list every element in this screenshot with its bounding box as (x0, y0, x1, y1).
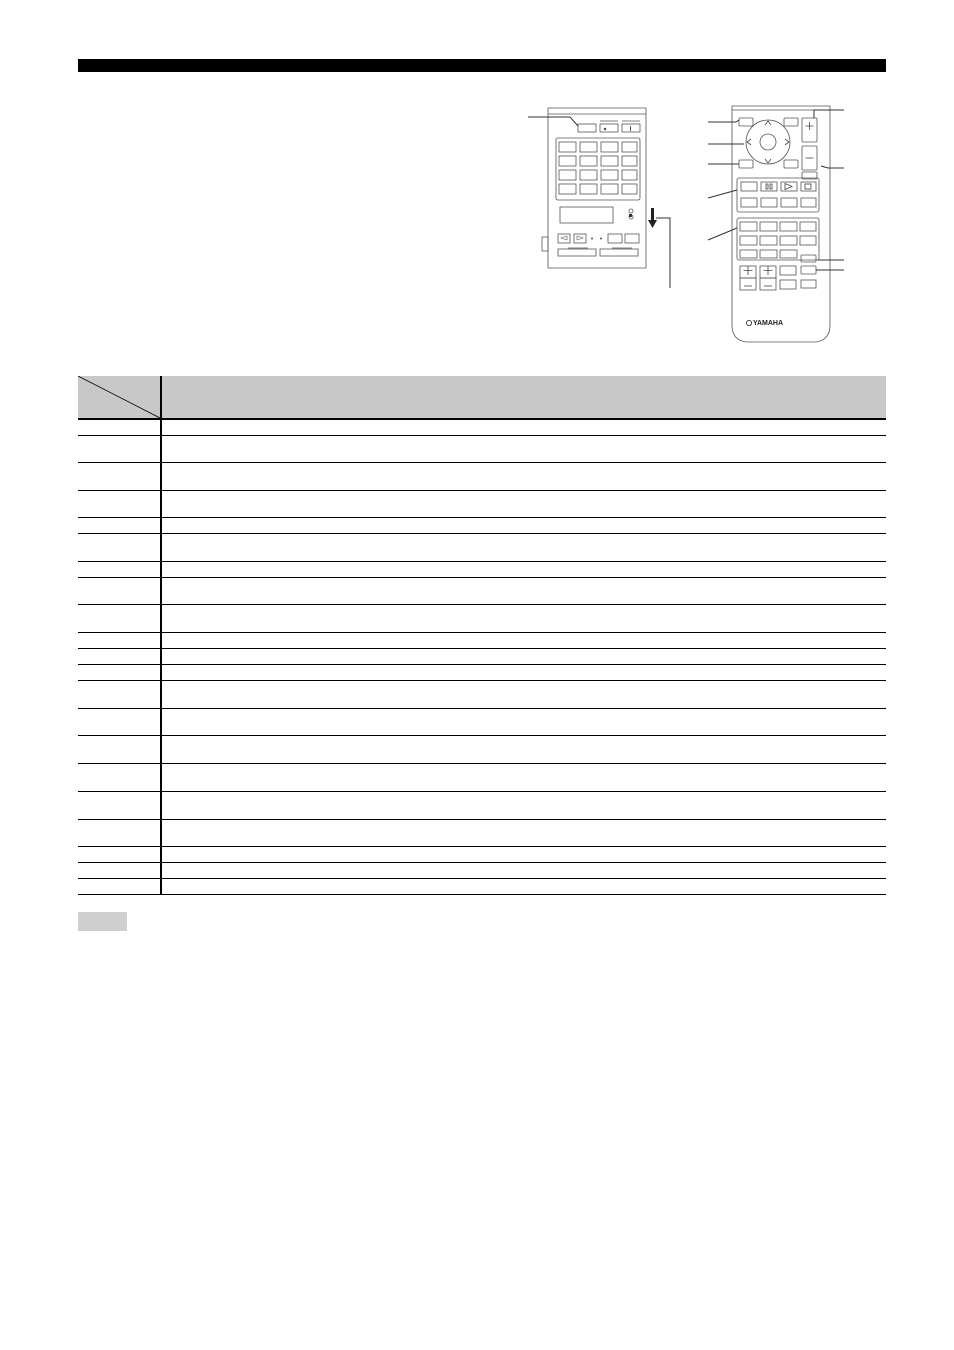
row-key-cell (78, 517, 161, 533)
table-header-row (78, 376, 886, 419)
table-row (78, 819, 886, 846)
row-key-cell (78, 604, 161, 632)
row-key-cell (78, 462, 161, 490)
table-row (78, 435, 886, 462)
row-desc-cell (161, 490, 886, 517)
row-desc-cell (161, 735, 886, 763)
row-key-cell (78, 561, 161, 577)
table-row (78, 878, 886, 894)
remote-left-illustration (528, 100, 678, 295)
table-row (78, 664, 886, 680)
table-row (78, 763, 886, 791)
row-desc-cell (161, 419, 886, 435)
row-desc-cell (161, 819, 886, 846)
table-row (78, 791, 886, 819)
note-label-box (78, 912, 127, 931)
row-key-cell (78, 862, 161, 878)
row-desc-cell (161, 435, 886, 462)
table-row (78, 846, 886, 862)
row-desc-cell (161, 648, 886, 664)
row-desc-cell (161, 462, 886, 490)
remote-function-table (78, 376, 886, 895)
table-row (78, 862, 886, 878)
yamaha-logo-text: YAMAHA (752, 320, 784, 327)
row-key-cell (78, 846, 161, 862)
row-key-cell (78, 735, 161, 763)
header-diagonal-line (78, 376, 160, 418)
row-key-cell (78, 533, 161, 561)
row-desc-cell (161, 878, 886, 894)
row-desc-cell (161, 632, 886, 648)
row-desc-cell (161, 604, 886, 632)
row-key-cell (78, 490, 161, 517)
row-desc-cell (161, 708, 886, 735)
row-desc-cell (161, 664, 886, 680)
table-row (78, 680, 886, 708)
remote-right-illustration (706, 100, 856, 350)
row-desc-cell (161, 533, 886, 561)
table-header-key-cell (78, 376, 161, 419)
row-key-cell (78, 648, 161, 664)
table-row (78, 517, 886, 533)
table-row (78, 632, 886, 648)
row-desc-cell (161, 791, 886, 819)
row-key-cell (78, 819, 161, 846)
table-row (78, 533, 886, 561)
row-key-cell (78, 763, 161, 791)
table-row (78, 708, 886, 735)
table-row (78, 561, 886, 577)
row-key-cell (78, 632, 161, 648)
row-key-cell (78, 708, 161, 735)
row-desc-cell (161, 763, 886, 791)
row-key-cell (78, 680, 161, 708)
row-desc-cell (161, 517, 886, 533)
row-desc-cell (161, 680, 886, 708)
remote-left-drawing (528, 100, 678, 295)
table-row (78, 419, 886, 435)
section-header-bar (78, 59, 886, 72)
table-row (78, 648, 886, 664)
row-desc-cell (161, 862, 886, 878)
row-key-cell (78, 419, 161, 435)
row-key-cell (78, 435, 161, 462)
row-key-cell (78, 791, 161, 819)
row-key-cell (78, 577, 161, 604)
table-row (78, 577, 886, 604)
row-key-cell (78, 664, 161, 680)
table-row (78, 490, 886, 517)
table-row (78, 735, 886, 763)
row-key-cell (78, 878, 161, 894)
row-desc-cell (161, 577, 886, 604)
table-row (78, 604, 886, 632)
table-header-desc-cell (161, 376, 886, 419)
remote-right-drawing (706, 100, 856, 350)
row-desc-cell (161, 561, 886, 577)
row-desc-cell (161, 846, 886, 862)
yamaha-logo-icon (746, 320, 751, 325)
table-row (78, 462, 886, 490)
